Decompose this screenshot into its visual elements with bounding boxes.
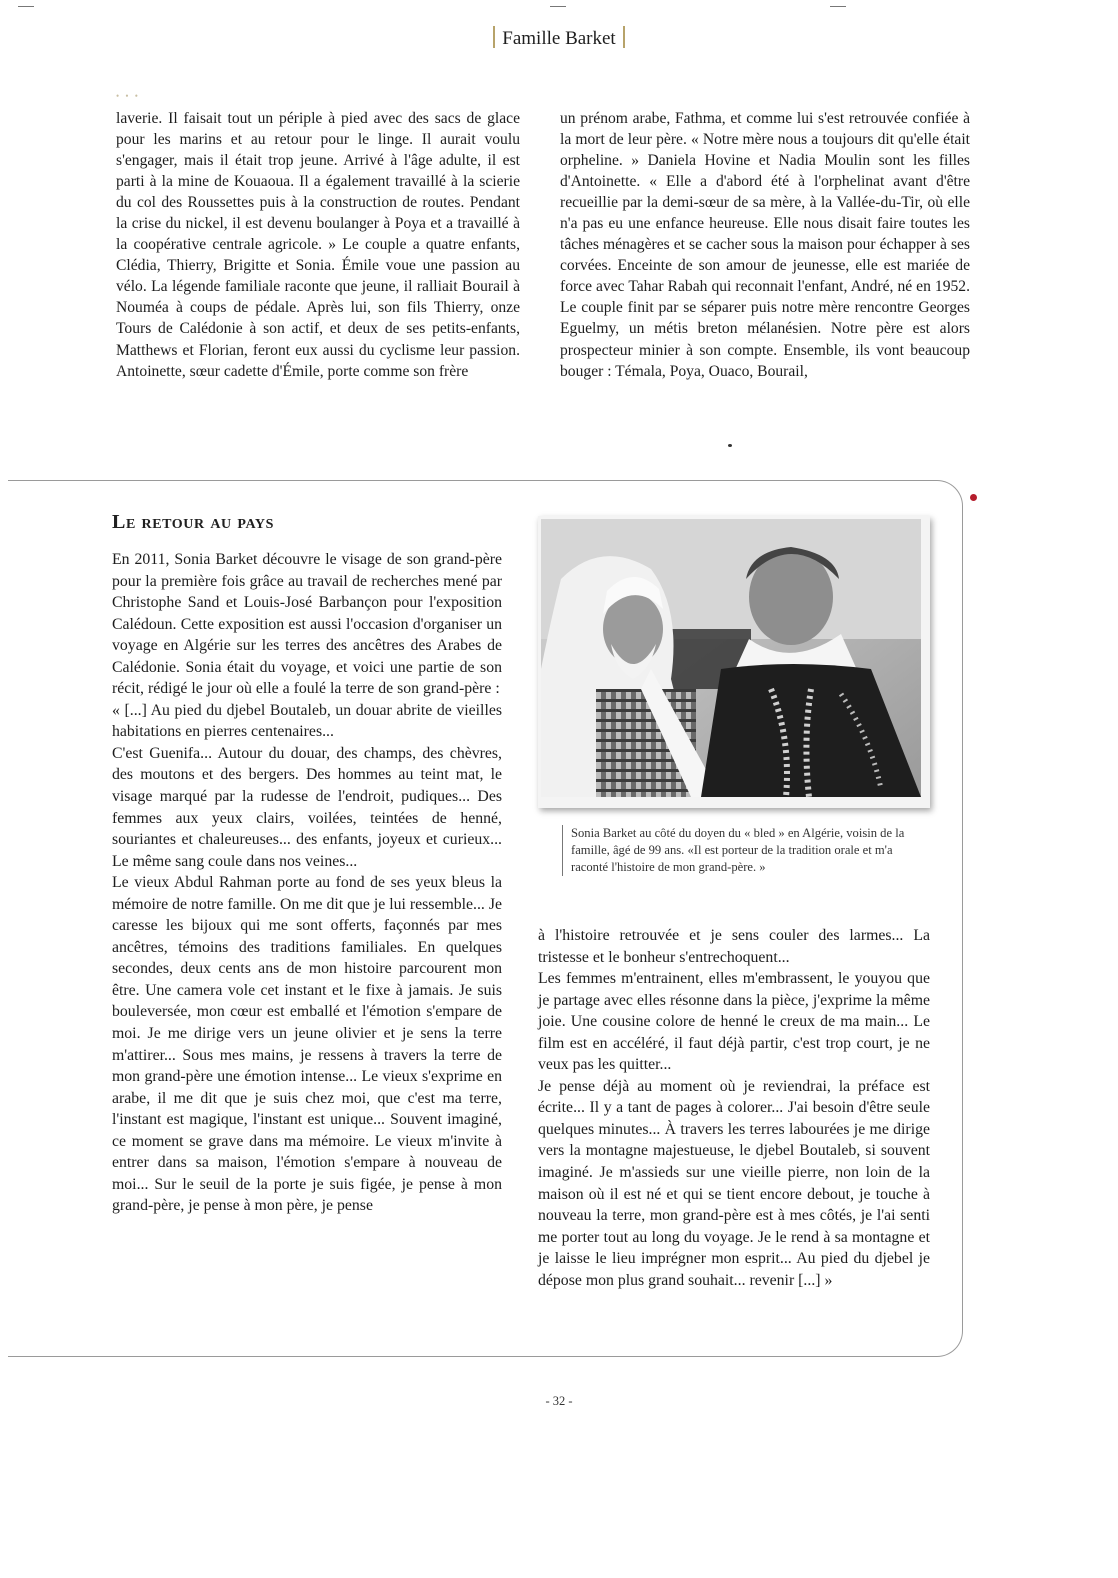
paragraph: Le vieux Abdul Rahman porte au fond de ses yeux bleus la mémoire de notre famille. On me dit que je lui ressemble... Je caresse les bijoux qui me sont offerts, façonnés par mes ancêtres, témoins des traditions familiales. En quelques secondes, deux cents ans de mon histoire parcourent mon être. Une camera vole cet instant et le fixe à jamais. Je suis bouleversée, mon cœur est emballé et l'émotion s'empare de moi. Je me dirige vers un jeune olivier et je sens la terre m'attirer... Sous mes mains, je ressens à travers la terre de mon grand-père une émotion intense... Le vieux s'exprime en arabe, il me dit que je suis chez moi, que c'est ma terre, l'instant est magique, l'instant est unique... Souvent imaginé, ce moment se grave dans ma mémoire. Le vieux m'invite à entrer dans sa maison, l'émotion s'empare à nouveau de moi... Sur le seuil de la porte je suis figée, je pense à mon grand-père, je pense à mon père, je pense [112,874,502,1215]
top-left-text: laverie. Il faisait tout un périple à pied avec des sacs de glace pour les marins et au retour pour le linge. Il aurait voulu s'engager, mais il était trop jeune. Arrivé à l'âge adulte, il est parti à la mine de Kouaoua. Il a également travaillé à la scierie du col des Roussettes puis à la construction de routes. Pendant la crise du nickel, il est devenu boulanger à Poya et a travaillé à la coopérative centrale agricole. » Le couple a quatre enfants, Clédia, Thierry, Brigitte et Sonia. Émile voue une passion au vélo. La légende familiale raconte que jeune, il ralliait Bourail à Nouméa à coups de pédale. Après lui, son fils Thierry, onze Tours de Calédonie à son actif, et deux de ses petits-enfants, Matthews et Florian, feront eux aussi du cyclisme leur passion. Antoinette, sœur cadette d'Émile, porte comme son frère [116,110,520,380]
paragraph: Les femmes m'entrainent, elles m'embrassent, le youyou que je partage avec elles résonne dans la pièce, j'exprime la même joie. Une cousine colore de henné le creux de ma main... Le film est en accéléré, il faut déjà partir, c'est trop court, je ne veux pas les quitter... [538,970,930,1074]
header-bar-left [493,26,495,48]
top-left-column [116,108,520,382]
photo-image [541,519,921,797]
page-number: - 32 - [545,1394,573,1408]
paragraph: Je pense déjà au moment où je reviendrai, la préface est écrite... Il y a tant de pages à colorer... J'ai besoin d'être seule quelques minutes... À travers les terres labourées je me dirige vers la montagne majestueuse, le djebel Boutaleb, si souvent imaginé. Je m'assieds sur une vieille pierre, non loin de la maison où il est né et qui se tient encore debout, je touche à nouveau la terre, mon grand-père est à mes côtés, je l'ai senti me porter tout au long du voyage. Je le rend à sa montagne et je laisse le lieu imprégner mon esprit... Au pied du djebel je dépose mon plus grand souhait... revenir [...] » [538,1077,930,1289]
header-bar-right [623,26,625,48]
red-dot-ornament [970,494,977,501]
paragraph: à l'histoire retrouvée et je sens couler des larmes... La tristesse et le bonheur s'entrechoquent... [538,927,930,966]
crop-mark-center [550,6,566,7]
decorative-dots: • • • [116,91,140,101]
header-title: Famille Barket [502,28,616,49]
paragraph: C'est Guenifa... Autour du douar, des champs, des chèvres, des moutons et des bergers. Des hommes au teint mat, le visage marqué par la rudesse de l'endroit, pudiques... Des femmes aux yeux clairs, voilées, teintées de henné, souriantes et chaleureuses... des enfants, joyeux et curieux... Le même sang coule dans nos veines... [112,744,502,870]
section-right-column [538,925,930,1291]
photo-frame [538,516,930,808]
section-title: Le retour au pays [112,511,274,533]
ink-speck [728,444,732,447]
section-left-column [112,549,502,1217]
paragraph: « [...] Au pied du djebel Boutaleb, un douar abrite de vieilles habitations en pierres centenaires... [112,701,502,741]
top-right-column [560,108,970,382]
top-right-text: un prénom arabe, Fathma, et comme lui s'est retrouvée confiée à la mort de leur père. « Notre mère nous a toujours dit qu'elle était orpheline. » Daniela Hovine et Nadia Moulin sont les filles d'Antoinette. « Elle a d'abord été à l'orphelinat avant d'être recueillie par la demi-sœur de sa mère, à la Vallée-du-Tir, où elle n'a pas eu une enfance heureuse. Elle nous disait faire toutes les tâches ménagères et se cacher sous la maison pour échapper à ses corvées. Enceinte de son amour de jeunesse, elle est mariée de force avec Tahar Rabah qui reconnait l'enfant, André, né en 1952. Le couple finit par se séparer puis notre mère rencontre Georges Eguelmy, un métis breton mélanésien. Notre père est alors prospecteur minier à son compte. Ensemble, ils vont beaucoup bouger : Témala, Poya, Ouaco, Bourail, [560,110,970,380]
crop-mark-right [830,6,846,7]
photo-caption: Sonia Barket au côté du doyen du « bled » en Algérie, voisin de la famille, âgé de 99 ans. «Il est porteur de la tradition orale et m'a raconté l'histoire de mon grand-père. » [562,825,931,876]
running-header [0,26,1118,50]
crop-mark-left [18,6,34,7]
paragraph: En 2011, Sonia Barket découvre le visage de son grand-père pour la première fois grâce au travail de recherches mené par Christophe Sand et Louis-José Barbançon pour l'exposition Calédoun. Cette exposition est aussi l'occasion d'organiser un voyage en Algérie sur les terres des ancêtres des Arabes de Calédonie. Sonia était du voyage, et voici une partie de son récit, rédigé le jour où elle a foulé la terre de son grand-père : [112,551,502,698]
